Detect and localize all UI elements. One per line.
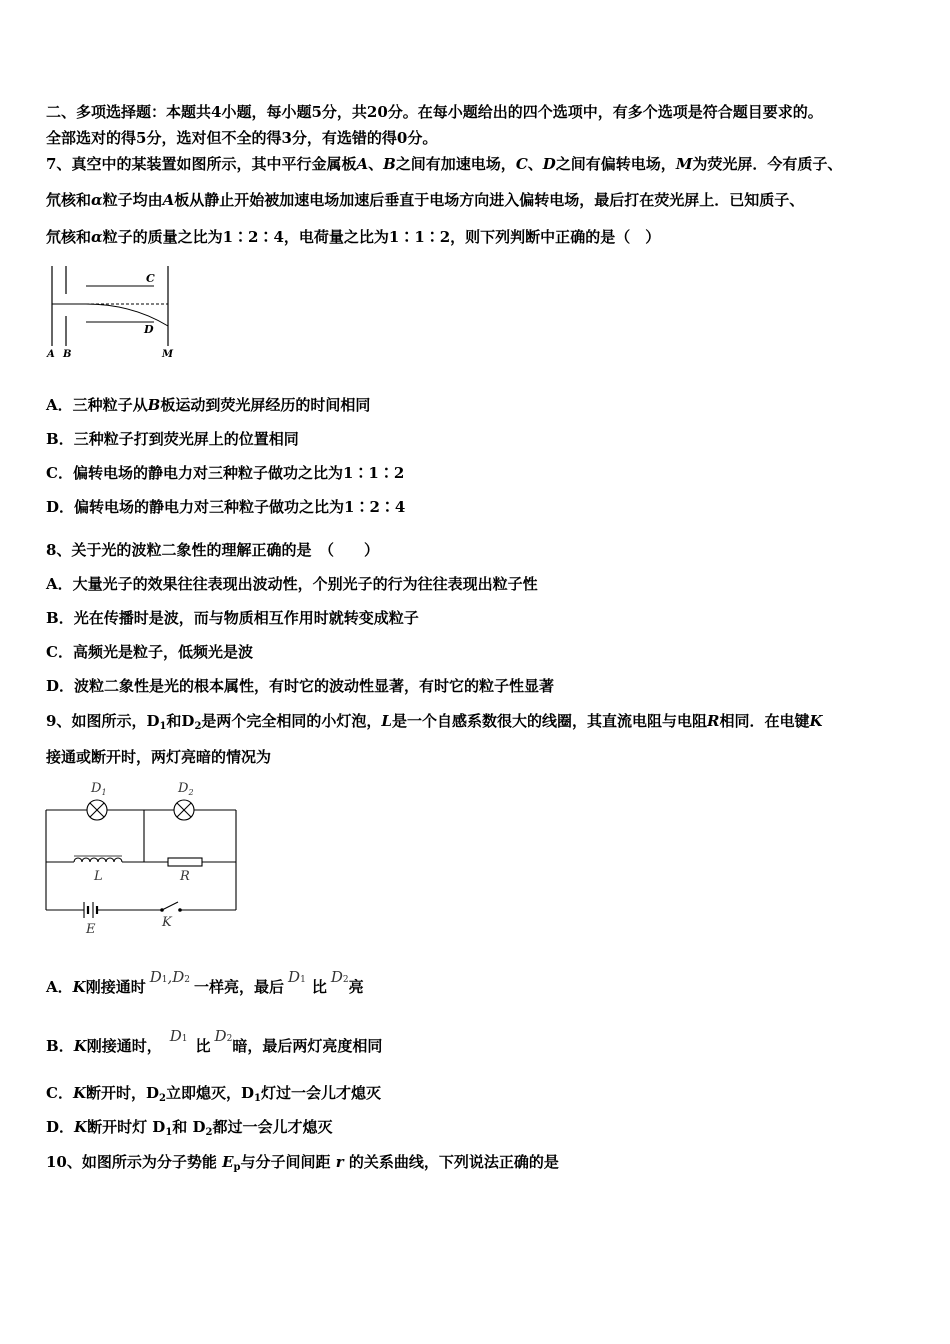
- option-text: 高频光是粒子，低频光是波: [72, 643, 253, 661]
- option-text: 三种粒子从: [72, 396, 148, 414]
- option-text: 断开时，D: [86, 1084, 160, 1102]
- inductor-coil-icon: [74, 858, 122, 862]
- math-d1-d2: D1,D2: [149, 968, 191, 986]
- q7-text: 板从静止开始被加速电场加速后垂直于电场方向进入偏转电场，最后打在荧光屏上．已知质子、: [174, 191, 805, 209]
- option-text: 都过一会儿才熄灭: [212, 1118, 333, 1136]
- lamp-d1-icon: [87, 800, 107, 820]
- var-e: E: [222, 1153, 234, 1171]
- var-alpha: α: [91, 228, 103, 246]
- option-text: 偏转电场的静电力对三种粒子做功之比为1∶2∶4: [74, 498, 406, 516]
- subscript: 1: [159, 721, 167, 732]
- label-m: M: [162, 349, 174, 360]
- q9-circuit-figure: [40, 776, 245, 936]
- math-d2: D2: [214, 1027, 233, 1045]
- switch-k-icon: [160, 902, 182, 912]
- q7-option-d[interactable]: D．偏转电场的静电力对三种粒子做功之比为1∶2∶4: [46, 498, 406, 516]
- label-d: D: [144, 323, 154, 336]
- var-m: M: [675, 155, 693, 173]
- q7-option-a[interactable]: A．三种粒子从B板运动到荧光屏经历的时间相同: [46, 396, 371, 414]
- q10-stem: [46, 1152, 559, 1178]
- option-key: D: [46, 498, 60, 516]
- q7-text: 真空中的某装置如图所示，其中平行金属板: [71, 155, 357, 173]
- option-key: D: [46, 1118, 60, 1136]
- var-a: A: [162, 191, 175, 209]
- subscript: p: [233, 1162, 241, 1173]
- option-text: 三种粒子打到荧光屏上的位置相同: [73, 430, 299, 448]
- subscript: 2: [205, 1127, 213, 1138]
- option-text: 立即熄灭，D: [166, 1084, 255, 1102]
- q9-option-c[interactable]: C．K断开时，$D_2$立即熄灭，$D_1$灯过一会儿才熄灭: [46, 1084, 381, 1104]
- var-d: D: [542, 155, 556, 173]
- option-text: 断开时灯 D: [87, 1118, 166, 1136]
- var-a: A: [356, 155, 369, 173]
- q8-option-b[interactable]: B．光在传播时是波，而与物质相互作用时就转变成粒子: [46, 609, 419, 627]
- section-heading-line2: 全部选对的得5分，选对但不全的得3分，有选错的得0分。: [46, 129, 438, 147]
- label-b: B: [63, 349, 72, 360]
- q9-text: 和D: [166, 712, 195, 730]
- q7-stem-line2: [46, 190, 804, 210]
- option-text: 大量光子的效果往往表现出波动性，个别光子的行为往往表现出粒子性: [72, 575, 538, 593]
- subscript: 2: [159, 1093, 166, 1104]
- q7-apparatus-figure: [42, 262, 182, 366]
- q9-option-b[interactable]: B．K刚接通时，D1 比D2暗，最后两灯亮度相同: [46, 1027, 383, 1055]
- q9-stem-line1: [46, 711, 823, 737]
- option-key: C: [46, 1084, 58, 1102]
- q7-text: 粒子的质量之比为1∶2∶4，电荷量之比为1∶1∶2，则下列判断中正确的是（ ）: [102, 228, 661, 246]
- q7-text: 之间有加速电场，: [395, 155, 516, 173]
- var-k: K: [72, 1084, 87, 1102]
- math-d1: D1: [288, 968, 306, 986]
- q10-number: 10、: [46, 1153, 82, 1171]
- q7-stem-line3: [46, 227, 660, 247]
- option-key: A: [46, 978, 58, 996]
- label-e: E: [86, 922, 96, 936]
- var-k: K: [809, 712, 823, 730]
- lamp-d2-icon: [174, 800, 194, 820]
- q7-stem-line1: [46, 154, 842, 174]
- q9-option-a[interactable]: A．K刚接通时D1,D2 一样亮，最后D1 比D2亮: [46, 968, 364, 996]
- subscript: 1: [254, 1093, 261, 1104]
- label-c: C: [146, 272, 155, 285]
- q9-option-d[interactable]: D．K断开时灯 $D_1$和 $D_2$都过一会儿才熄灭: [46, 1118, 333, 1138]
- option-text: 和 D: [172, 1118, 206, 1136]
- var-alpha: α: [91, 191, 103, 209]
- battery-icon: [84, 902, 97, 918]
- q7-text: 粒子均由: [102, 191, 163, 209]
- var-c: C: [515, 155, 528, 173]
- label-l: L: [94, 869, 103, 884]
- subscript: 2: [194, 721, 202, 732]
- option-text: 波粒二象性是光的根本属性，有时它的波动性显著，有时它的粒子性显著: [74, 677, 555, 695]
- q8-stem: 8、关于光的波粒二象性的理解正确的是 （ ）: [46, 541, 379, 559]
- q10-text: 的关系曲线，下列说法正确的是: [343, 1153, 559, 1171]
- q7-text: 之间有偏转电场，: [555, 155, 676, 173]
- option-text: 刚接通时: [85, 978, 146, 996]
- q7-text: 为荧光屏．今有质子、: [692, 155, 843, 173]
- subscript: 1: [165, 1127, 173, 1138]
- option-key: C: [46, 464, 58, 482]
- separator: 、: [368, 155, 384, 173]
- var-k: K: [73, 1037, 87, 1055]
- var-r: R: [706, 712, 720, 730]
- q7-option-b[interactable]: B．三种粒子打到荧光屏上的位置相同: [46, 430, 299, 448]
- q9-text: 是两个完全相同的小灯泡，: [201, 712, 382, 730]
- q8-option-c[interactable]: C．高频光是粒子，低频光是波: [46, 643, 253, 661]
- var-k: K: [72, 978, 86, 996]
- option-text: 刚接通时，: [86, 1037, 162, 1055]
- label-a: A: [47, 349, 55, 360]
- option-key: A: [46, 396, 58, 414]
- math-d2: D2: [330, 968, 349, 986]
- option-text: 比: [311, 978, 327, 996]
- resistor-icon: [168, 858, 202, 866]
- option-text: 灯过一会儿才熄灭: [260, 1084, 381, 1102]
- q8-option-a[interactable]: A．大量光子的效果往往表现出波动性，个别光子的行为往往表现出粒子性: [46, 575, 538, 593]
- option-key: B: [46, 609, 59, 627]
- option-text: 暗，最后两灯亮度相同: [232, 1037, 383, 1055]
- q10-text: 如图所示为分子势能: [81, 1153, 223, 1171]
- var-k: K: [74, 1118, 88, 1136]
- label-k: K: [162, 915, 172, 930]
- option-text: 偏转电场的静电力对三种粒子做功之比为1∶1∶2: [72, 464, 405, 482]
- q9-text: 是一个自感系数很大的线圈，其直流电阻与电阻: [391, 712, 707, 730]
- label-d1: $D_1$: [91, 781, 107, 797]
- q9-text: 相同．在电键: [719, 712, 810, 730]
- q7-text: 氘核和: [46, 228, 92, 246]
- option-key: B: [46, 1037, 59, 1055]
- q7-option-c[interactable]: C．偏转电场的静电力对三种粒子做功之比为1∶1∶2: [46, 464, 405, 482]
- option-text: 光在传播时是波，而与物质相互作用时就转变成粒子: [73, 609, 419, 627]
- label-d2: $D_2$: [178, 781, 194, 797]
- q9-number: 9、: [46, 712, 72, 730]
- var-b: B: [147, 396, 161, 414]
- option-key: D: [46, 677, 60, 695]
- var-r-distance: r: [335, 1153, 344, 1171]
- option-text: 板运动到荧光屏经历的时间相同: [160, 396, 371, 414]
- option-key: C: [46, 643, 58, 661]
- q9-text: 如图所示，D: [71, 712, 160, 730]
- math-d1: D1: [169, 1027, 188, 1045]
- option-text: 比: [195, 1037, 211, 1055]
- var-b: B: [383, 155, 396, 173]
- var-l: L: [381, 712, 392, 730]
- option-text: 亮: [348, 978, 364, 996]
- option-key: A: [46, 575, 58, 593]
- option-text: 一样亮，最后: [194, 978, 285, 996]
- q7-number: 7、: [46, 155, 72, 173]
- option-key: B: [46, 430, 59, 448]
- q9-stem-line2: 接通或断开时，两灯亮暗的情况为: [46, 748, 272, 766]
- q10-text: 与分子间间距: [240, 1153, 336, 1171]
- label-r: R: [180, 869, 190, 884]
- separator: 、: [527, 155, 543, 173]
- q7-text: 氘核和: [46, 191, 92, 209]
- q8-option-d[interactable]: D．波粒二象性是光的根本属性，有时它的波动性显著，有时它的粒子性显著: [46, 677, 555, 695]
- deflected-trajectory: [86, 304, 168, 326]
- section-heading-line1: 二、多项选择题：本题共4小题，每小题5分，共20分。在每小题给出的四个选项中，有多个选项是符合题目要求的。: [46, 103, 823, 121]
